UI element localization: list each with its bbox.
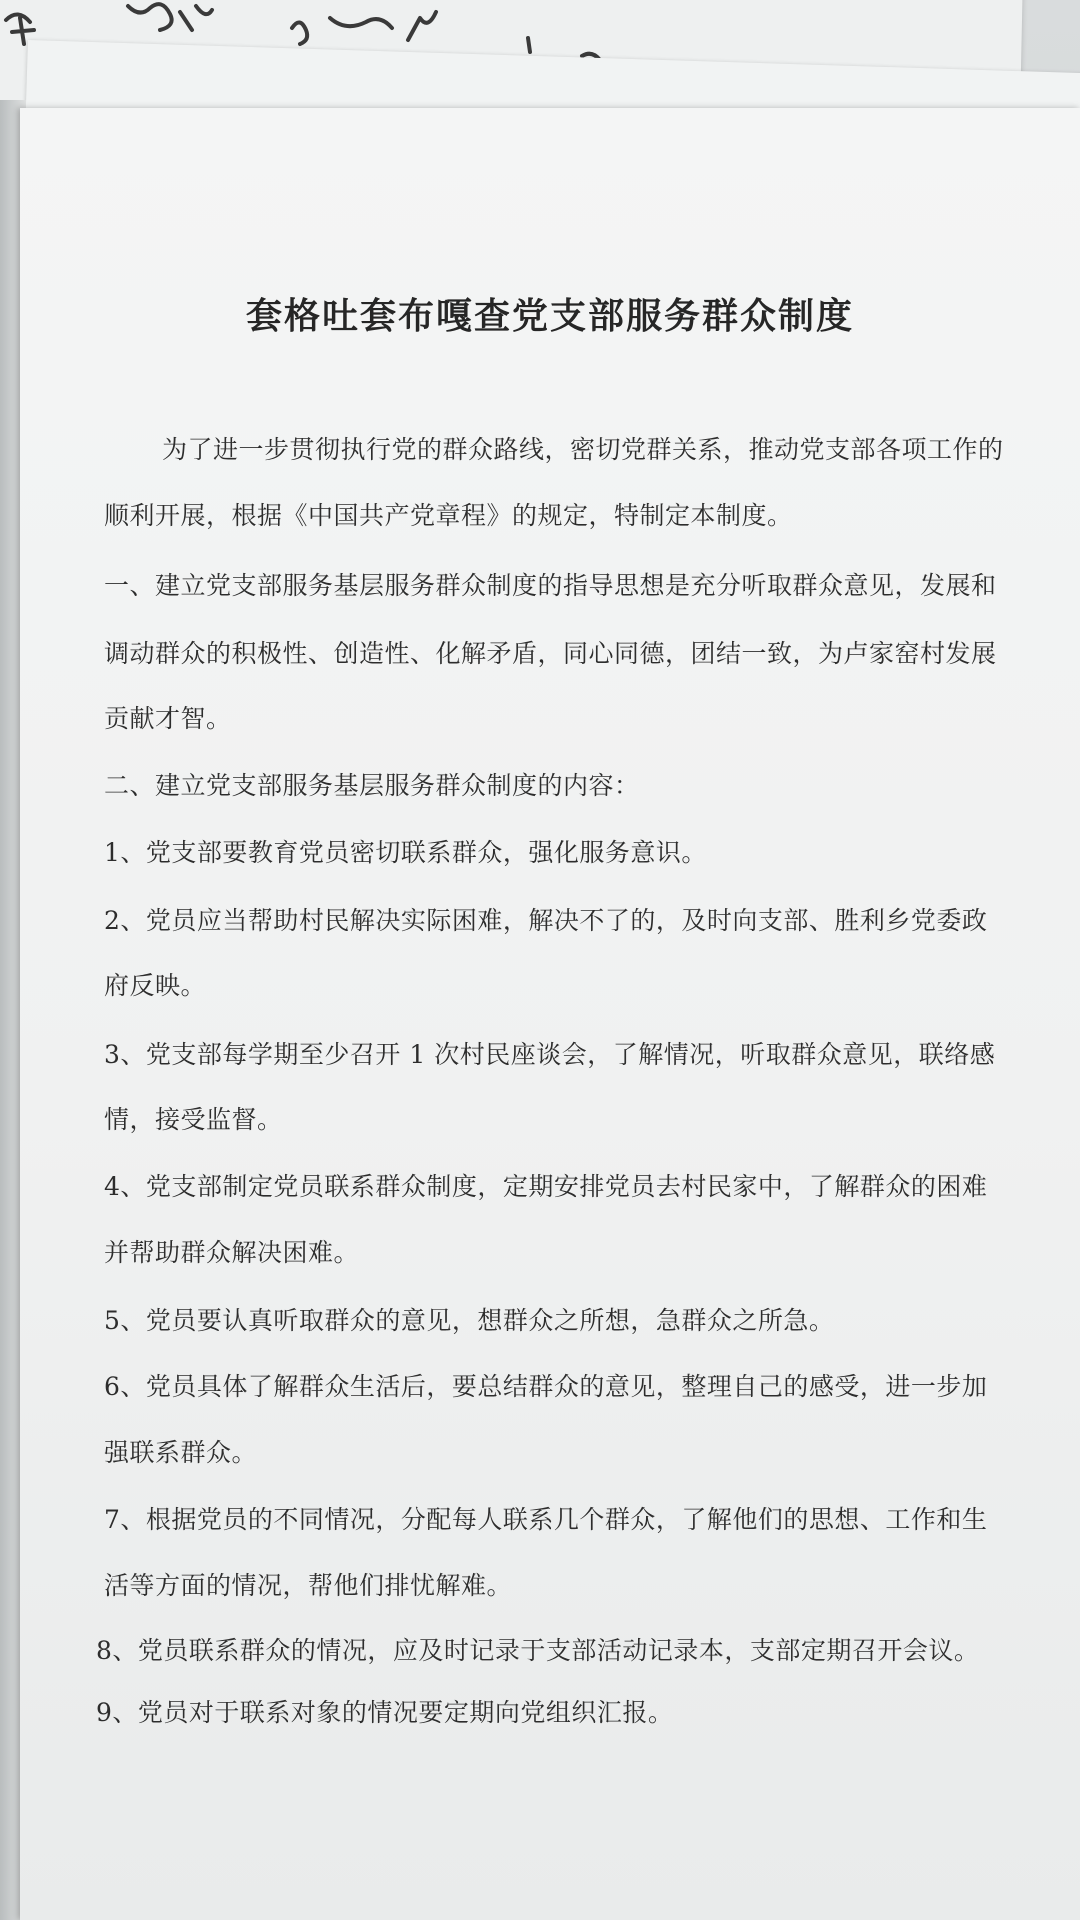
- item-4-line-1: 4、党支部制定党员联系群众制度，定期安排党员去村民家中，了解群众的困难: [104, 1172, 988, 1201]
- item-2-line-2: 府反映。: [104, 971, 207, 1000]
- document-page: [20, 108, 1080, 1920]
- item-4-line-2: 并帮助群众解决困难。: [104, 1238, 360, 1267]
- intro-line-2: 顺利开展，根据《中国共产党章程》的规定，特制定本制度。: [104, 501, 793, 530]
- intro-line-1: 为了进一步贯彻执行党的群众路线，密切党群关系，推动党支部各项工作的: [162, 435, 1004, 464]
- item-8-line-1: 8、党员联系群众的情况，应及时记录于支部活动记录本，支部定期召开会议。: [96, 1636, 980, 1665]
- section-1-line-3: 贡献才智。: [104, 704, 232, 733]
- item-6-line-1: 6、党员具体了解群众生活后，要总结群众的意见，整理自己的感受，进一步加: [104, 1372, 988, 1401]
- item-9-line-1: 9、党员对于联系对象的情况要定期向党组织汇报。: [96, 1698, 674, 1727]
- section-1-line-1: 一、建立党支部服务基层服务群众制度的指导思想是充分听取群众意见，发展和: [104, 571, 997, 600]
- item-3-line-2: 情，接受监督。: [104, 1105, 283, 1134]
- section-2-heading: 二、建立党支部服务基层服务群众制度的内容：: [104, 771, 640, 800]
- item-5-line-1: 5、党员要认真听取群众的意见，想群众之所想，急群众之所急。: [104, 1306, 835, 1335]
- item-2-line-1: 2、党员应当帮助村民解决实际困难，解决不了的，及时向支部、胜利乡党委政: [104, 906, 988, 935]
- item-3-line-1: 3、党支部每学期至少召开 1 次村民座谈会，了解情况，听取群众意见，联络感: [104, 1040, 996, 1069]
- item-7-line-1: 7、根据党员的不同情况，分配每人联系几个群众，了解他们的思想、工作和生: [104, 1505, 988, 1534]
- section-1-line-2: 调动群众的积极性、创造性、化解矛盾，同心同德，团结一致，为卢家窑村发展: [104, 639, 997, 668]
- item-1-line-1: 1、党支部要教育党员密切联系群众，强化服务意识。: [104, 838, 707, 867]
- item-7-line-2: 活等方面的情况，帮他们排忧解难。: [104, 1571, 513, 1600]
- document-title: 套格吐套布嘎查党支部服务群众制度: [245, 295, 854, 337]
- item-6-line-2: 强联系群众。: [104, 1438, 258, 1467]
